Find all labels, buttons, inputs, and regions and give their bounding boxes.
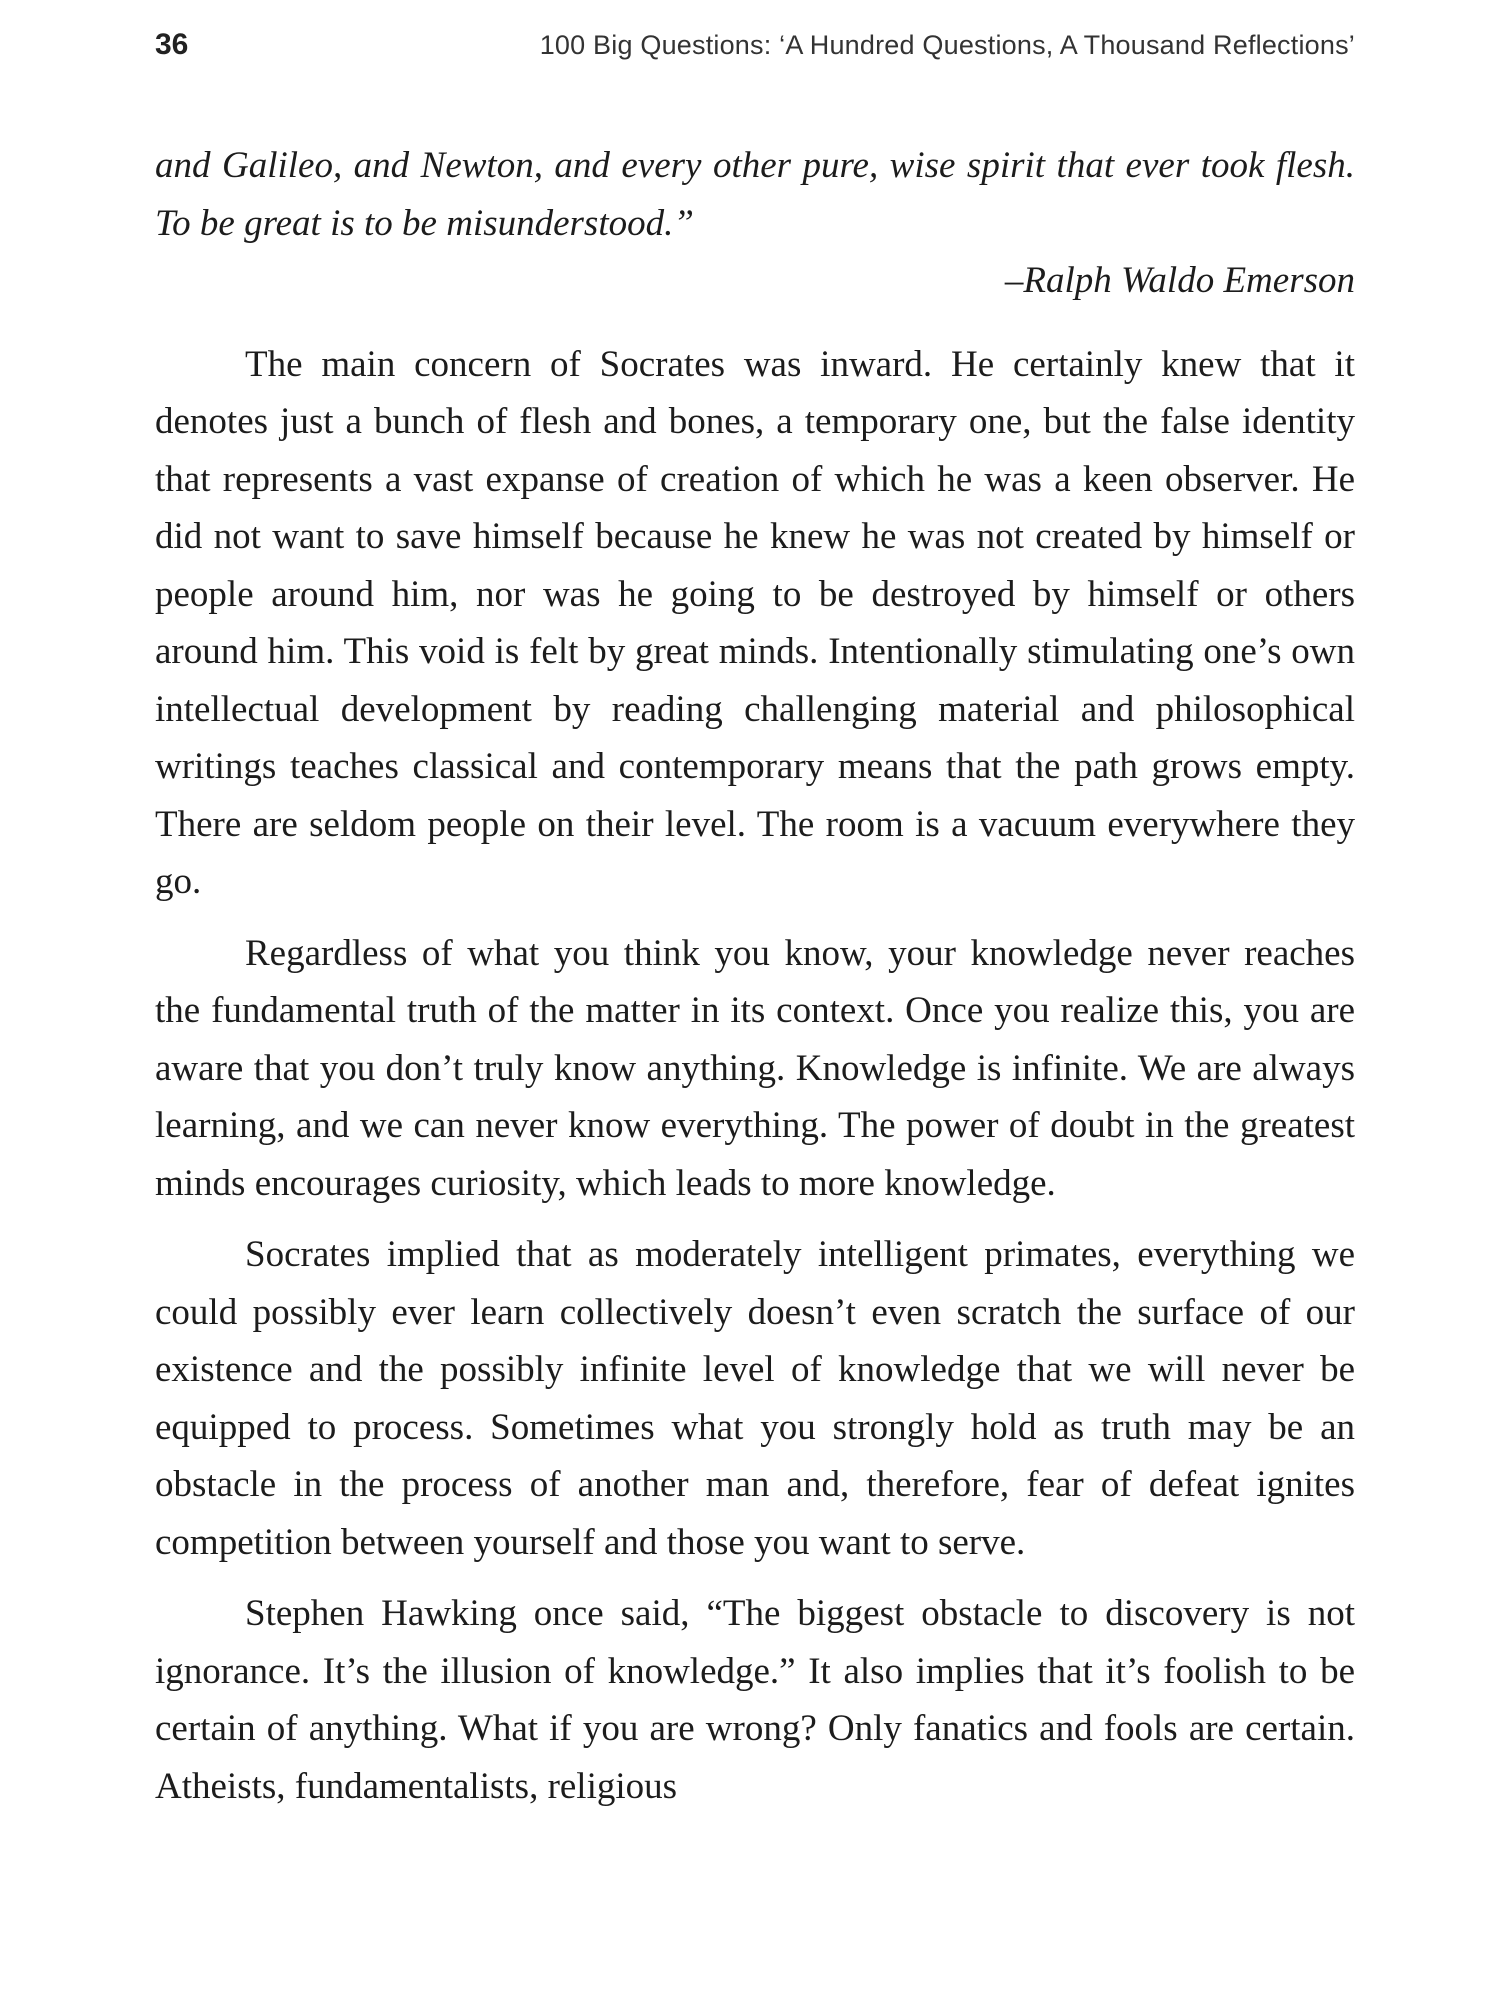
paragraph: The main concern of Socrates was inward. He certainly knew that it denotes just a bunch of flesh and bones, a temporary one, but the false identity that represents a vast expanse of creation of which he was a keen observer. He did not want to save himself because he knew he was not created by himself or people around him, nor was he going to be destroyed by himself or others around him. This void is felt by great minds. Intentionally stimulating one’s own intellectual development by reading challenging material and philosophical writings teaches classical and contemporary means that the path grows empty. There are seldom people on their level. The room is a vacuum everywhere they go. <box>155 343 1355 902</box>
book-title: 100 Big Questions: ‘A Hundred Questions, A Thousand Reflections’ <box>539 30 1355 60</box>
running-header <box>155 26 1355 70</box>
paragraph: Stephen Hawking once said, “The biggest obstacle to discovery is not ignorance. It’s the illusion of knowledge.” It also implies that it’s foolish to be certain of anything. What if you are wrong? Only fanatics and fools are certain. Atheists, fundamentalists, religious <box>155 1593 1355 1807</box>
page-body <box>155 137 1355 1815</box>
quote-text: and Galileo, and Newton, and every other pure, wise spirit that ever took flesh. To be great is to be misunderstood.” <box>155 145 1355 244</box>
paragraph: Socrates implied that as moderately intelligent primates, everything we could possibly ever learn collectively doesn’t even scratch the surface of our existence and the possibly infinite level of knowledge that we will never be equipped to process. Sometimes what you strongly hold as truth may be an obstacle in the process of another man and, therefore, fear of defeat ignites competition between yourself and those you want to serve. <box>155 1234 1355 1563</box>
page-number: 36 <box>155 28 189 61</box>
paragraph: Regardless of what you think you know, your knowledge never reaches the fundamental truth of the matter in its context. Once you realize this, you are aware that you don’t truly know anything. Knowledge is infinite. We are always learning, and we can never know everything. The power of doubt in the greatest minds encourages curiosity, which leads to more knowledge. <box>155 932 1355 1204</box>
quote-attribution: –Ralph Waldo Emerson <box>1004 260 1355 301</box>
